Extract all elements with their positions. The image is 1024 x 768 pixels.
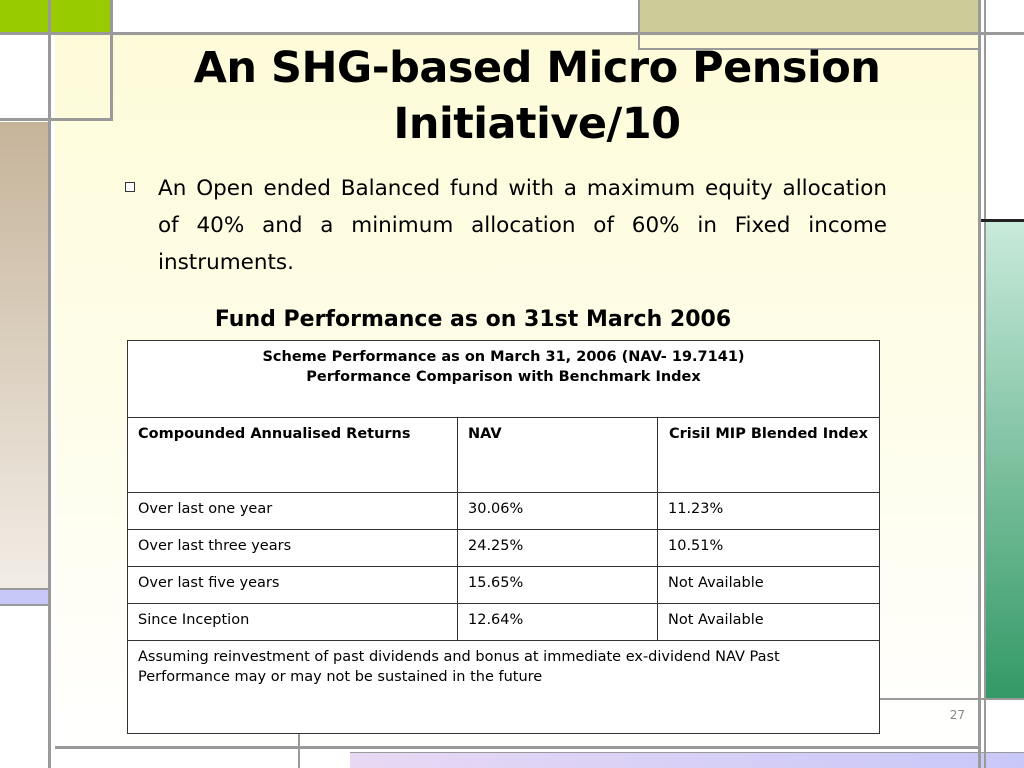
frame-line xyxy=(978,0,981,768)
table-cell: Since Inception xyxy=(128,604,458,641)
table-cell: 12.64% xyxy=(458,604,658,641)
decor-bottom-gradient xyxy=(350,752,1024,768)
table-row xyxy=(128,493,880,530)
column-header: Compounded Annualised Returns xyxy=(128,418,458,493)
frame-line xyxy=(0,118,113,121)
table-cell: Over last three years xyxy=(128,530,458,567)
table-title-cell xyxy=(128,341,880,418)
table-cell: Over last five years xyxy=(128,567,458,604)
decor-mint-block xyxy=(984,222,1024,698)
decor-tan-block xyxy=(0,122,48,590)
table-cell: Not Available xyxy=(658,604,880,641)
frame-line xyxy=(0,604,48,606)
frame-line xyxy=(350,752,1024,753)
bullet-item xyxy=(125,170,887,281)
slide-title-line2: Initiative/10 xyxy=(393,99,681,149)
table-cell: Over last one year xyxy=(128,493,458,530)
table-cell: Not Available xyxy=(658,567,880,604)
performance-table xyxy=(127,340,880,734)
table-cell: 11.23% xyxy=(658,493,880,530)
decor-olive-block xyxy=(640,0,978,32)
decor-green-block xyxy=(0,0,110,32)
table-title-line2: Performance Comparison with Benchmark Index xyxy=(306,369,701,385)
table-note: Assuming reinvestment of past dividends and bonus at immediate ex-dividend NAV Past Performance may or may not be sustained in the future xyxy=(128,641,880,734)
frame-line xyxy=(0,588,48,590)
square-bullet-icon xyxy=(125,182,135,192)
frame-line xyxy=(55,746,981,749)
frame-line xyxy=(984,0,986,768)
table-title-row xyxy=(128,341,880,418)
slide-title-line1: An SHG-based Micro Pension xyxy=(193,43,881,93)
table-caption: Fund Performance as on 31st March 2006 xyxy=(214,307,732,332)
table-cell: 30.06% xyxy=(458,493,658,530)
page-number: 27 xyxy=(949,708,965,722)
frame-line xyxy=(0,32,1024,35)
frame-line xyxy=(981,219,1024,222)
frame-line xyxy=(110,0,113,120)
table-header-row xyxy=(128,418,880,493)
decor-periwinkle-block xyxy=(0,590,48,604)
slide-title xyxy=(120,40,954,152)
column-header: Crisil MIP Blended Index xyxy=(658,418,880,493)
table-row xyxy=(128,604,880,641)
frame-line xyxy=(48,0,51,768)
bullet-text: An Open ended Balanced fund with a maximum equity allocation of 40% and a minimum allocation of 60% in Fixed income instruments. xyxy=(158,176,887,275)
table-row xyxy=(128,530,880,567)
table-cell: 24.25% xyxy=(458,530,658,567)
table-cell: 10.51% xyxy=(658,530,880,567)
column-header: NAV xyxy=(458,418,658,493)
table-row xyxy=(128,567,880,604)
table-cell: 15.65% xyxy=(458,567,658,604)
table-title-line1: Scheme Performance as on March 31, 2006 (NAV- 19.7141) xyxy=(262,349,745,365)
table-note-row xyxy=(128,641,880,734)
